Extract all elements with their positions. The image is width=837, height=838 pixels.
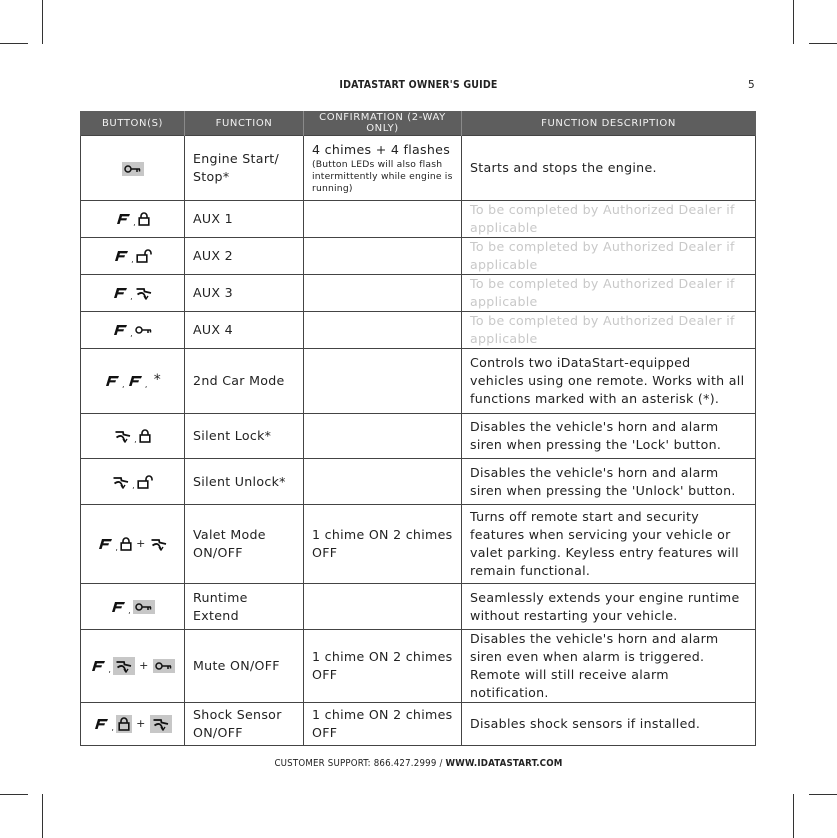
website-link[interactable]: WWW.IDATASTART.COM: [445, 758, 563, 769]
function-f-icon: [127, 375, 143, 387]
column-header-buttons: BUTTON(S): [81, 111, 185, 136]
table-row: [81, 349, 756, 414]
function-name: Runtime Extend: [185, 584, 304, 630]
trunk-icon: [112, 475, 130, 489]
function-f-icon: [113, 250, 129, 262]
function-description: Turns off remote start and security features when servicing your vehicle or valet parking. Keyless entry features will remain functional.: [462, 505, 756, 584]
remote-start-icon: [135, 325, 153, 335]
crop-mark: [809, 794, 837, 795]
crop-mark: [793, 0, 794, 44]
table-row: [81, 630, 756, 703]
column-header-confirmation: CONFIRMATION (2-WAY ONLY): [304, 111, 462, 136]
confirmation: [304, 275, 462, 312]
crop-mark: [0, 794, 28, 795]
function-name: 2nd Car Mode: [185, 349, 304, 414]
unlock-icon: [136, 249, 152, 263]
function-name: Engine Start/ Stop*: [185, 136, 304, 201]
confirmation: 1 chime ON 2 chimes OFF: [304, 703, 462, 746]
confirmation: [304, 201, 462, 238]
function-f-icon: [112, 324, 128, 336]
function-name: AUX 2: [185, 238, 304, 275]
function-f-icon: [112, 287, 128, 299]
function-name: AUX 3: [185, 275, 304, 312]
function-f-icon: [104, 375, 120, 387]
button-combo: ,: [81, 238, 185, 275]
button-combo: ,: [81, 275, 185, 312]
button-combo: , +: [81, 630, 185, 703]
confirmation: [304, 459, 462, 505]
button-combo: ,: [81, 312, 185, 349]
function-name: Mute ON/OFF: [185, 630, 304, 703]
plus-symbol: +: [136, 717, 146, 731]
confirmation: 1 chime ON 2 chimes OFF: [304, 630, 462, 703]
trunk-icon: [135, 286, 153, 300]
function-description: Disables shock sensors if installed.: [462, 703, 756, 746]
confirmation: 1 chime ON 2 chimes OFF: [304, 505, 462, 584]
function-description: Starts and stops the engine.: [462, 136, 756, 201]
table-row: [81, 136, 756, 201]
customer-support-text: CUSTOMER SUPPORT: 866.427.2999 /: [274, 758, 446, 769]
table-row: [81, 312, 756, 349]
function-f-icon: [115, 213, 131, 225]
plus-symbol: +: [136, 537, 146, 551]
trunk-icon: [114, 429, 132, 443]
confirmation: [304, 238, 462, 275]
confirmation: [304, 136, 462, 201]
trunk-icon: [150, 537, 168, 551]
table-row: [81, 703, 756, 746]
function-description: Seamlessly extends your engine runtime without restarting your vehicle.: [462, 584, 756, 630]
function-description: To be completed by Authorized Dealer if applicable: [462, 201, 756, 238]
table-row: [81, 275, 756, 312]
page-footer: [0, 758, 837, 769]
trunk-icon: [113, 657, 135, 675]
function-name: AUX 4: [185, 312, 304, 349]
remote-start-icon: [122, 162, 144, 176]
crop-mark: [0, 43, 28, 44]
unlock-icon: [137, 475, 153, 489]
crop-mark: [42, 0, 43, 44]
remote-start-icon: [133, 600, 155, 614]
column-header-description: FUNCTION DESCRIPTION: [462, 111, 756, 136]
function-description: Disables the vehicle's horn and alarm siren even when alarm is triggered. Remote will still receive alarm notification.: [462, 630, 756, 703]
function-name: Silent Lock*: [185, 414, 304, 459]
remote-start-icon: [153, 659, 175, 673]
button-combo: , , *: [81, 349, 185, 414]
button-combo: , +: [81, 505, 185, 584]
button-combo: [81, 136, 185, 201]
page-number: 5: [748, 79, 755, 91]
asterisk-symbol: *: [153, 372, 161, 389]
table-row: [81, 238, 756, 275]
function-description: Disables the vehicle's horn and alarm siren when pressing the 'Lock' button.: [462, 414, 756, 459]
button-combo: , +: [81, 703, 185, 746]
table-row: [81, 584, 756, 630]
button-combo: ,: [81, 201, 185, 238]
crop-mark: [809, 43, 837, 44]
column-header-function: FUNCTION: [185, 111, 304, 136]
crop-mark: [42, 794, 43, 838]
function-description: Controls two iDataStart-equipped vehicles using one remote. Works with all functions marked with an asterisk (*).: [462, 349, 756, 414]
confirmation-note: (Button LEDs will also flash intermittently while engine is running): [312, 159, 453, 194]
lock-icon: [116, 715, 132, 733]
table-row: [81, 414, 756, 459]
trunk-icon: [150, 715, 172, 733]
function-name: AUX 1: [185, 201, 304, 238]
function-description: To be completed by Authorized Dealer if applicable: [462, 275, 756, 312]
confirmation: [304, 349, 462, 414]
plus-symbol: +: [139, 659, 149, 673]
table-row: [81, 201, 756, 238]
confirmation: [304, 584, 462, 630]
function-table: [80, 111, 756, 746]
lock-icon: [139, 429, 151, 443]
button-combo: ,: [81, 459, 185, 505]
function-f-icon: [97, 538, 113, 550]
page-header-title: IDATASTART OWNER'S GUIDE: [339, 79, 498, 91]
function-description: To be completed by Authorized Dealer if applicable: [462, 238, 756, 275]
table-header-row: [81, 111, 756, 136]
lock-icon: [120, 537, 132, 551]
table-row: [81, 459, 756, 505]
table-row: [81, 505, 756, 584]
lock-icon: [138, 212, 150, 226]
crop-mark: [793, 794, 794, 838]
confirmation: [304, 312, 462, 349]
function-f-icon: [90, 660, 106, 672]
confirmation: [304, 414, 462, 459]
function-description: Disables the vehicle's horn and alarm siren when pressing the 'Unlock' button.: [462, 459, 756, 505]
function-description: To be completed by Authorized Dealer if applicable: [462, 312, 756, 349]
function-name: Shock Sensor ON/OFF: [185, 703, 304, 746]
function-f-icon: [93, 718, 109, 730]
function-name: Silent Unlock*: [185, 459, 304, 505]
function-f-icon: [110, 601, 126, 613]
button-combo: ,: [81, 414, 185, 459]
confirmation-text: 4 chimes + 4 flashes: [312, 142, 451, 157]
button-combo: ,: [81, 584, 185, 630]
function-name: Valet Mode ON/OFF: [185, 505, 304, 584]
